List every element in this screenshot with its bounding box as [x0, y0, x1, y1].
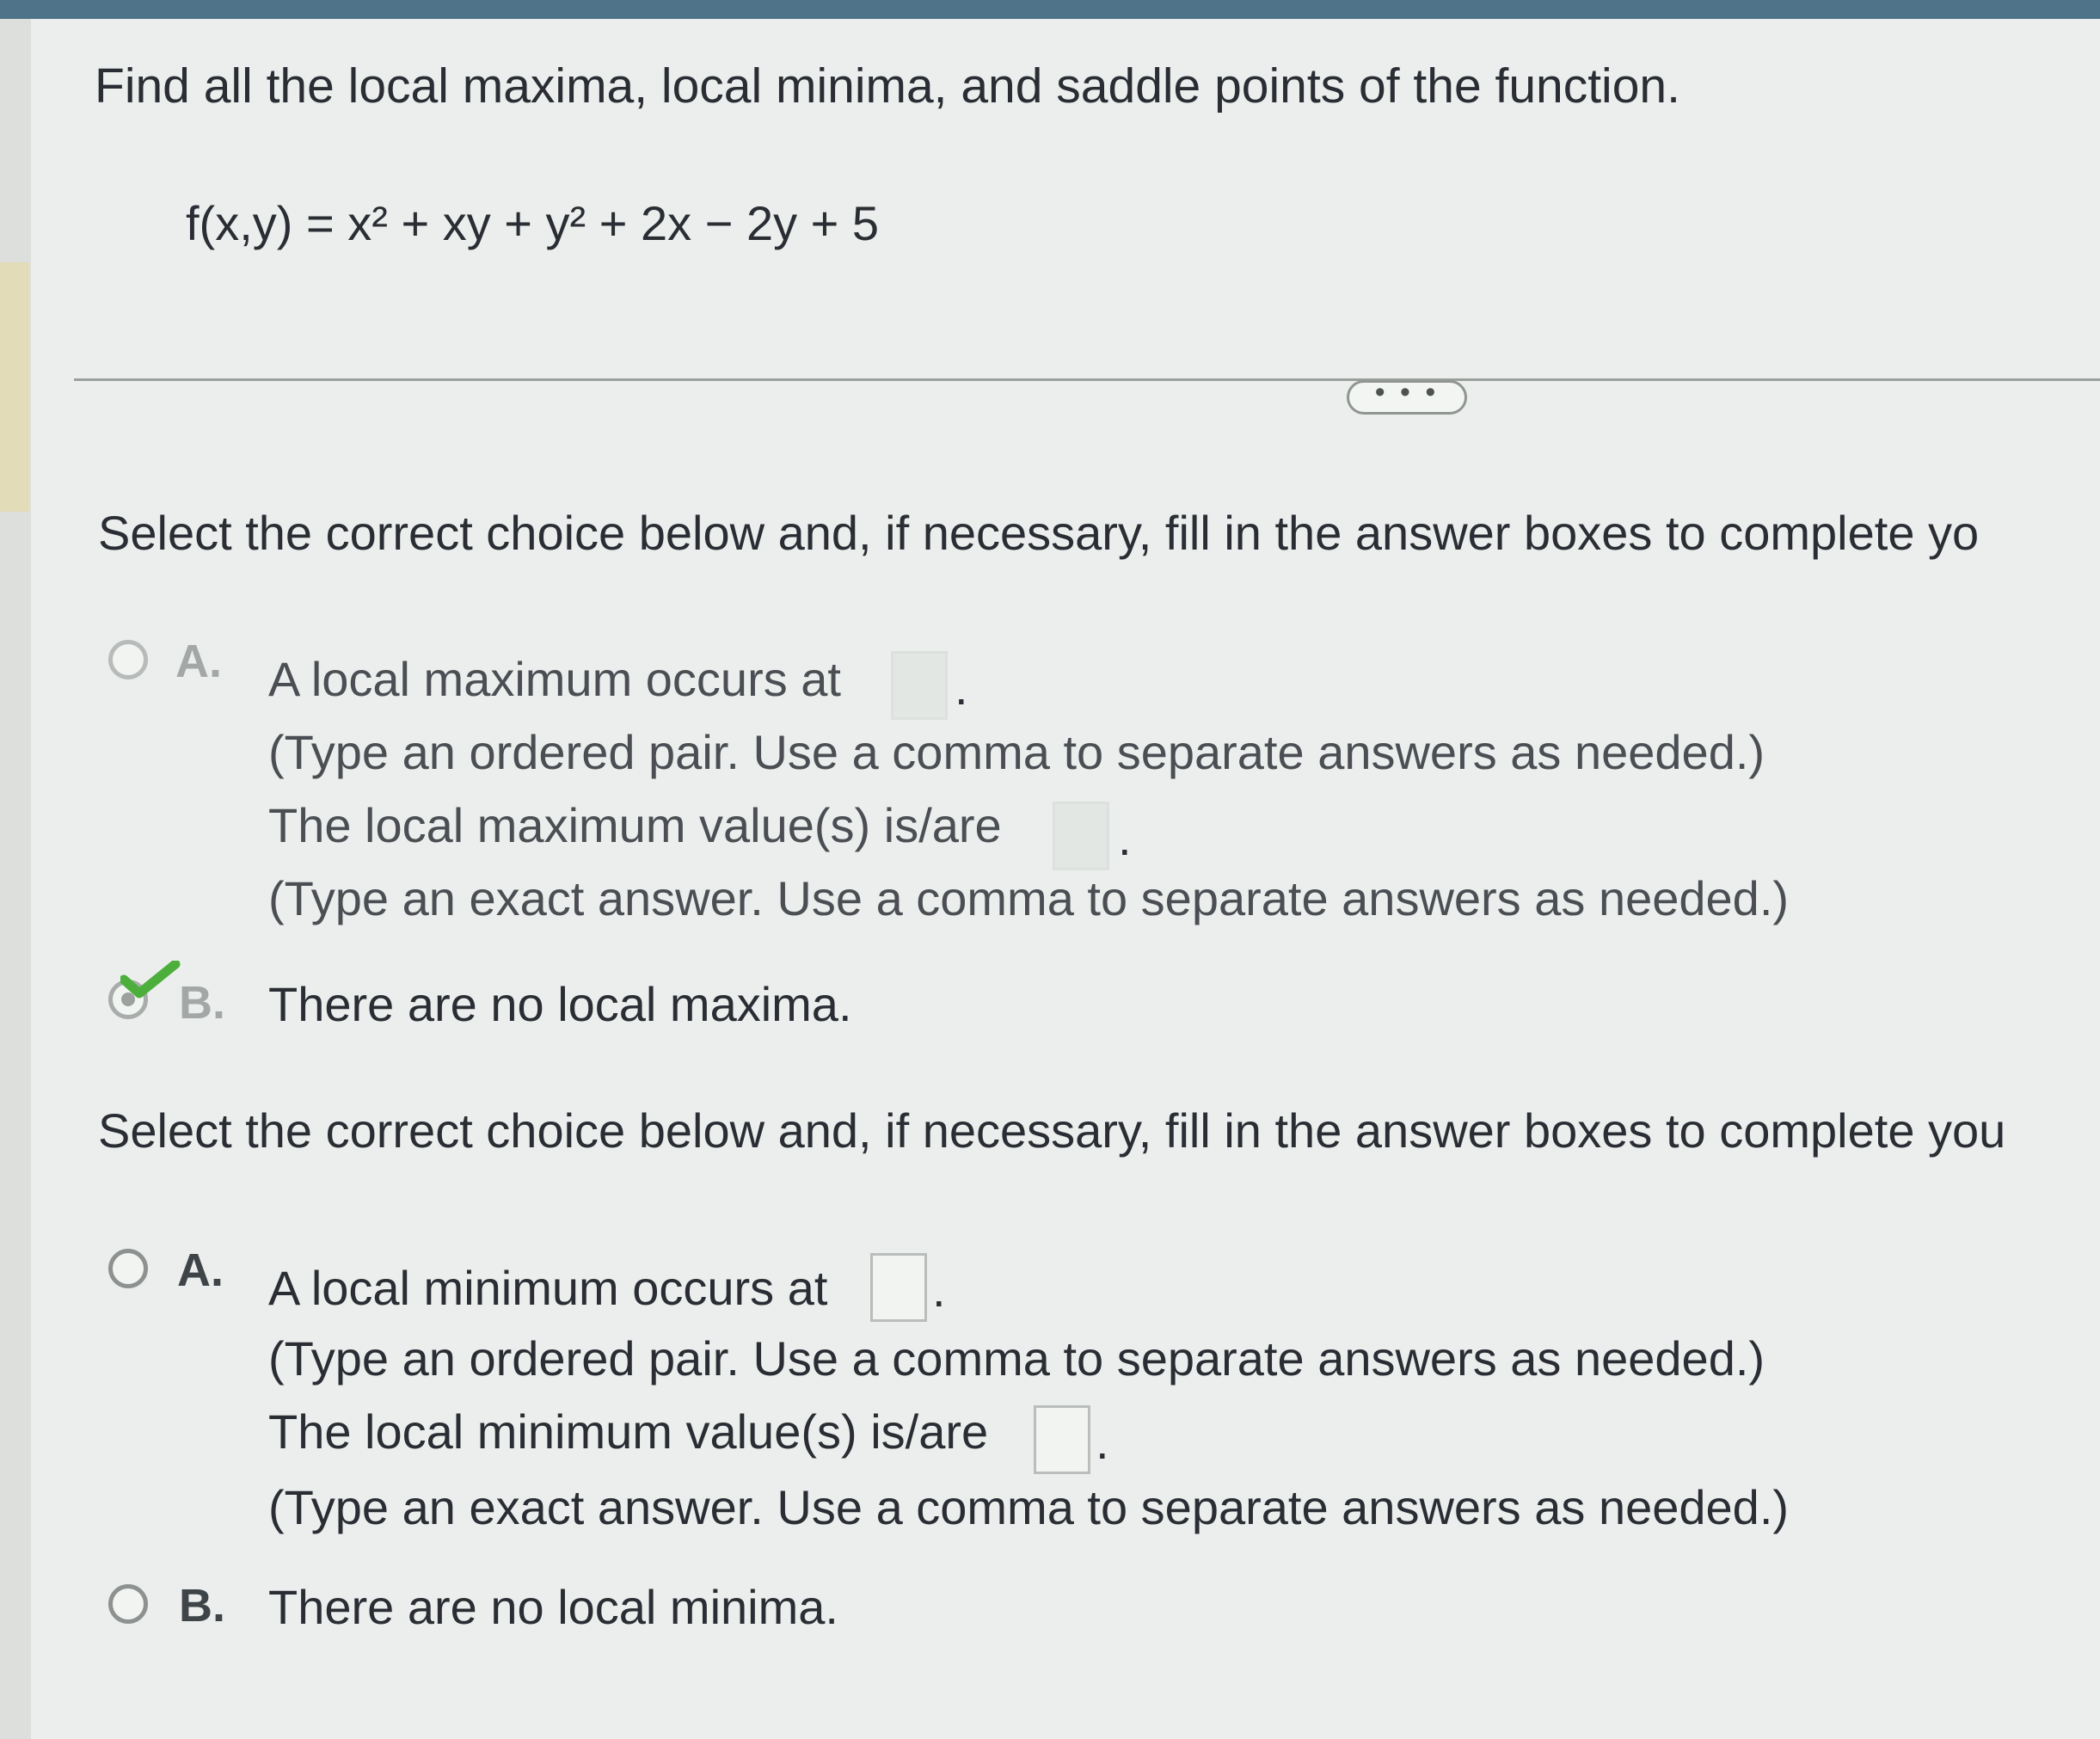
function-expression: f(x,y) = x² + xy + y² + 2x − 2y + 5	[186, 196, 880, 250]
radio-maxima-option-a[interactable]	[108, 640, 148, 679]
maxima-value-input[interactable]	[1053, 802, 1109, 870]
maxima-location-hint: (Type an ordered pair. Use a comma to separate answers as needed.)	[268, 725, 1765, 779]
period: .	[932, 1263, 946, 1317]
period: .	[955, 661, 968, 715]
radio-minima-option-a[interactable]	[108, 1249, 148, 1288]
no-local-minima-label: There are no local minima.	[268, 1580, 838, 1634]
correct-check-icon	[120, 961, 181, 999]
period: .	[1096, 1415, 1109, 1469]
question-panel	[31, 19, 2100, 1739]
minima-location-input[interactable]	[870, 1253, 927, 1322]
instruction-maxima: Select the correct choice below and, if necessary, fill in the answer boxes to complete yo	[98, 506, 1980, 560]
maxima-location-input[interactable]	[891, 651, 948, 720]
show-more-button[interactable]: • • •	[1347, 380, 1467, 415]
option-letter-a: A.	[177, 1244, 224, 1296]
maxima-location-label: A local maximum occurs at	[268, 652, 841, 706]
minima-location-label: A local minimum occurs at	[268, 1261, 828, 1315]
left-sidebar-highlight	[0, 262, 29, 512]
question-prompt: Find all the local maxima, local minima, and saddle points of the function.	[95, 58, 1680, 114]
radio-minima-option-b[interactable]	[108, 1584, 148, 1624]
minima-value-label: The local minimum value(s) is/are	[268, 1404, 989, 1459]
minima-value-hint: (Type an exact answer. Use a comma to separate answers as needed.)	[268, 1480, 1790, 1534]
maxima-value-label: The local maximum value(s) is/are	[268, 798, 1002, 852]
minima-location-hint: (Type an ordered pair. Use a comma to separate answers as needed.)	[268, 1331, 1765, 1386]
section-divider	[74, 378, 2100, 381]
no-local-maxima-label: There are no local maxima.	[268, 977, 852, 1031]
maxima-value-hint: (Type an exact answer. Use a comma to separate answers as needed.)	[268, 871, 1790, 925]
minima-value-input[interactable]	[1034, 1405, 1090, 1474]
instruction-minima: Select the correct choice below and, if necessary, fill in the answer boxes to complete you	[98, 1103, 2006, 1158]
option-letter-a: A.	[175, 636, 222, 687]
option-letter-b: B.	[179, 977, 225, 1029]
period: .	[1118, 811, 1132, 865]
header-bar	[0, 0, 2100, 19]
option-letter-b: B.	[179, 1580, 225, 1631]
